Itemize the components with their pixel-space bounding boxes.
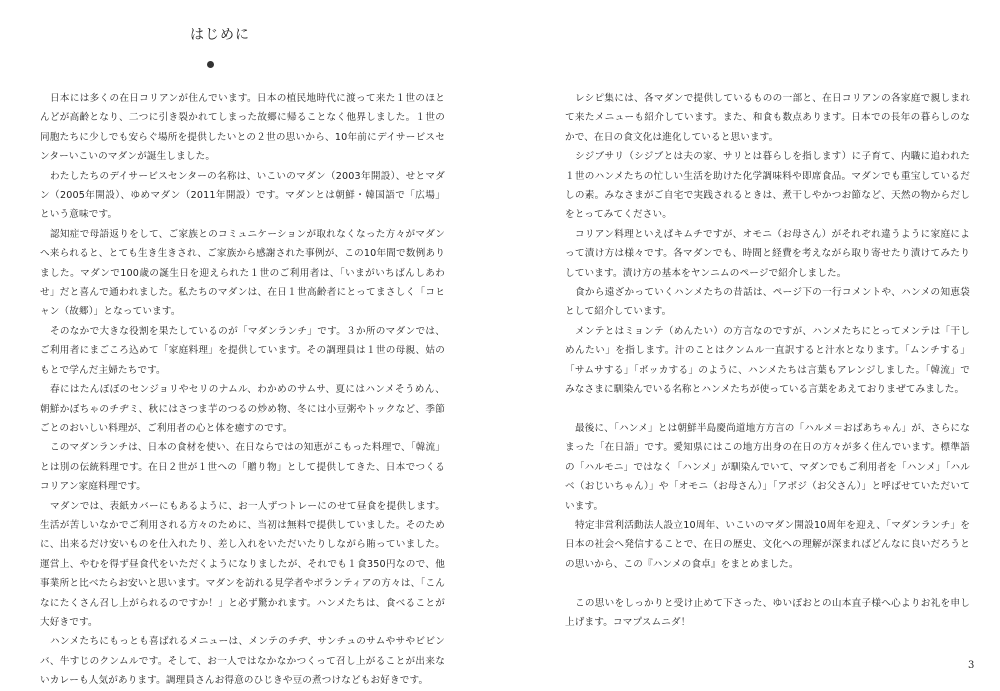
paragraph: 特定非営利活動法人設立10周年、いこいのマダン開設10周年を迎え、「マダンランチ」を日本の社会へ発信することで、在日の歴史、文化への理解が深まればどんなに良いだろうとの思いから、この『ハンメの食卓』をまとめました。 [565,519,970,570]
title-bullet-dot [207,61,214,68]
page-title: はじめに [190,27,250,43]
paragraph: マダンでは、表紙カバーにもあるように、お一人ずつトレーにのせて昼食を提供します。生活が苦しいなかでご利用される方々のために、当初は無料で提供していました。そのために、出来るだけ安いものを仕入れたり、差し入れをいただいたりしながら賄っていました。運営上、やむを得ず昼食代をいただくようになりましたが、それでも１食350円なので、他事業所と比べたらお安いと思います。マダンを訪れる見学者やボランティアの方々は、「こんなにたくさん召し上がられるのですか！」と必ず驚かれます。ハンメたちは、食べることが大好きです。 [40,500,445,628]
paragraph: コリアン料理といえばキムチですが、オモニ（お母さん）がそれぞれ違うように家庭によって漬け方は様々です。各マダンでも、時間と経費を考えながら取り寄せたり漬けてみたりしています。漬け方の基本をヤンニムのページで紹介しました。 [565,228,970,279]
paragraph: このマダンランチは、日本の食材を使い、在日ならではの知恵がこもった料理で、「韓流」とは別の伝統料理です。在日２世が１世への「贈り物」として提供してきた、日本でつくるコリアン家庭料理です。 [40,442,445,493]
paragraph: 春にはたんぽぽのセンジョリやセリのナムル、わかめのサムサ、夏にはハンメそうめん、朝鮮かぼちゃのチヂミ、秋にはさつま芋のつるの炒め物、冬には小豆粥やトックなど、季節ごとのおいしい料理が、ご利用者の心と体を癒すのです。 [40,384,445,434]
paragraph: 認知症で母語返りをして、ご家族とのコミュニケーションが取れなくなった方々がマダンへ来られると、とても生き生きされ、ご家族から感謝された事例が、この10年間で数例ありました。マダンで100歳の誕生日を迎えられた１世のご利用者は、「いまがいちばんしあわせ」だと喜んで通われました。私たちのマダンは、在日１世高齢者にとってまさしく「コヒャン（故郷）」となっています。 [40,228,445,318]
page-number: 3 [968,660,975,671]
paragraph: そのなかで大きな役割を果たしているのが「マダンランチ」です。３か所のマダンでは、ご利用者にまごころ込めて「家庭料理」を提供しています。その調理員は１世の母親、姑のもとで学んだ主婦たちです。 [40,325,445,376]
right-column [565,89,970,632]
left-column [40,89,445,691]
paragraph: 日本には多くの在日コリアンが住んでいます。日本の植民地時代に渡って来た１世のほとんどが高齢となり、二つに引き裂かれてしまった故郷に帰ることなく他界しました。１世の同胞たちに少しでも安らぐ場所を提供したいとの２世の思いから、10年前にデイサービスセンターいこいのマダンが誕生しました。 [40,93,445,163]
paragraph: 最後に、「ハンメ」とは朝鮮半島慶尚道地方方言の「ハルメ＝おばあちゃん」が、さらになまった「在日語」です。愛知県にはこの地方出身の在日の方々が多く住んでいます。標準語の「ハルモニ」ではなく「ハンメ」が馴染んでいて、マダンでもご利用者を「ハンメ」「ハルベ（おじいちゃん）」や「オモニ（お母さん）」「アボジ（お父さん）」と呼ばせていただいています。 [565,422,970,512]
paragraph: わたしたちのデイサービスセンターの名称は、いこいのマダン（2003年開設）、せとマダン（2005年開設）、ゆめマダン（2011年開設）です。マダンとは朝鮮・韓国語で「広場」という意味です。 [40,170,445,221]
paragraph: ハンメたちにもっとも喜ばれるメニューは、メンテのチヂ、サンチュのサムやサやビビンバ、牛すじのクンムルです。そして、お一人ではなかなかつくって召し上がることが出来ないカレーも人気があります。調理員さんお得意のひじきや豆の煮つけなどもお好きです。 [40,636,445,687]
paragraph: 食から遠ざかっていくハンメたちの昔話は、ページ下の一行コメントや、ハンメの知恵袋として紹介しています。 [565,287,970,318]
paragraph: メンテとはミョンテ（めんたい）の方言なのですが、ハンメたちにとってメンテは「干しめんたい」を指します。汁のことはクンムル一直訳すると汁水となります。「ムンチする」「サムサする」「ボッカする」のように、ハンメたちは言葉もアレンジしました。「韓流」でみなさまに馴染んでいる名称とハンメたちが使っている言葉をあえておりまぜてみました。 [565,325,970,396]
paragraph: レシピ集には、各マダンで提供しているものの一部と、在日コリアンの各家庭で親しまれて来たメニューも紹介しています。また、和食も数点あります。日本での長年の暮らしのなかで、在日の食文化は進化していると思います。 [565,93,970,143]
paragraph: この思いをしっかりと受け止めて下さった、ゆいぽおとの山本直子様へ心よりお礼を申し上げます。コマプスムニダ！ [565,597,970,628]
paragraph: シジブサリ（シジブとは夫の家、サリとは暮らしを指します）に子育て、内職に追われた１世のハンメたちの忙しい生活を助けた化学調味料や即席食品。マダンでも重宝しているだしの素。みなさまがご自宅で実践されるときは、煮干しやかつお節など、天然の物からだしをとってみてください。 [565,151,970,221]
